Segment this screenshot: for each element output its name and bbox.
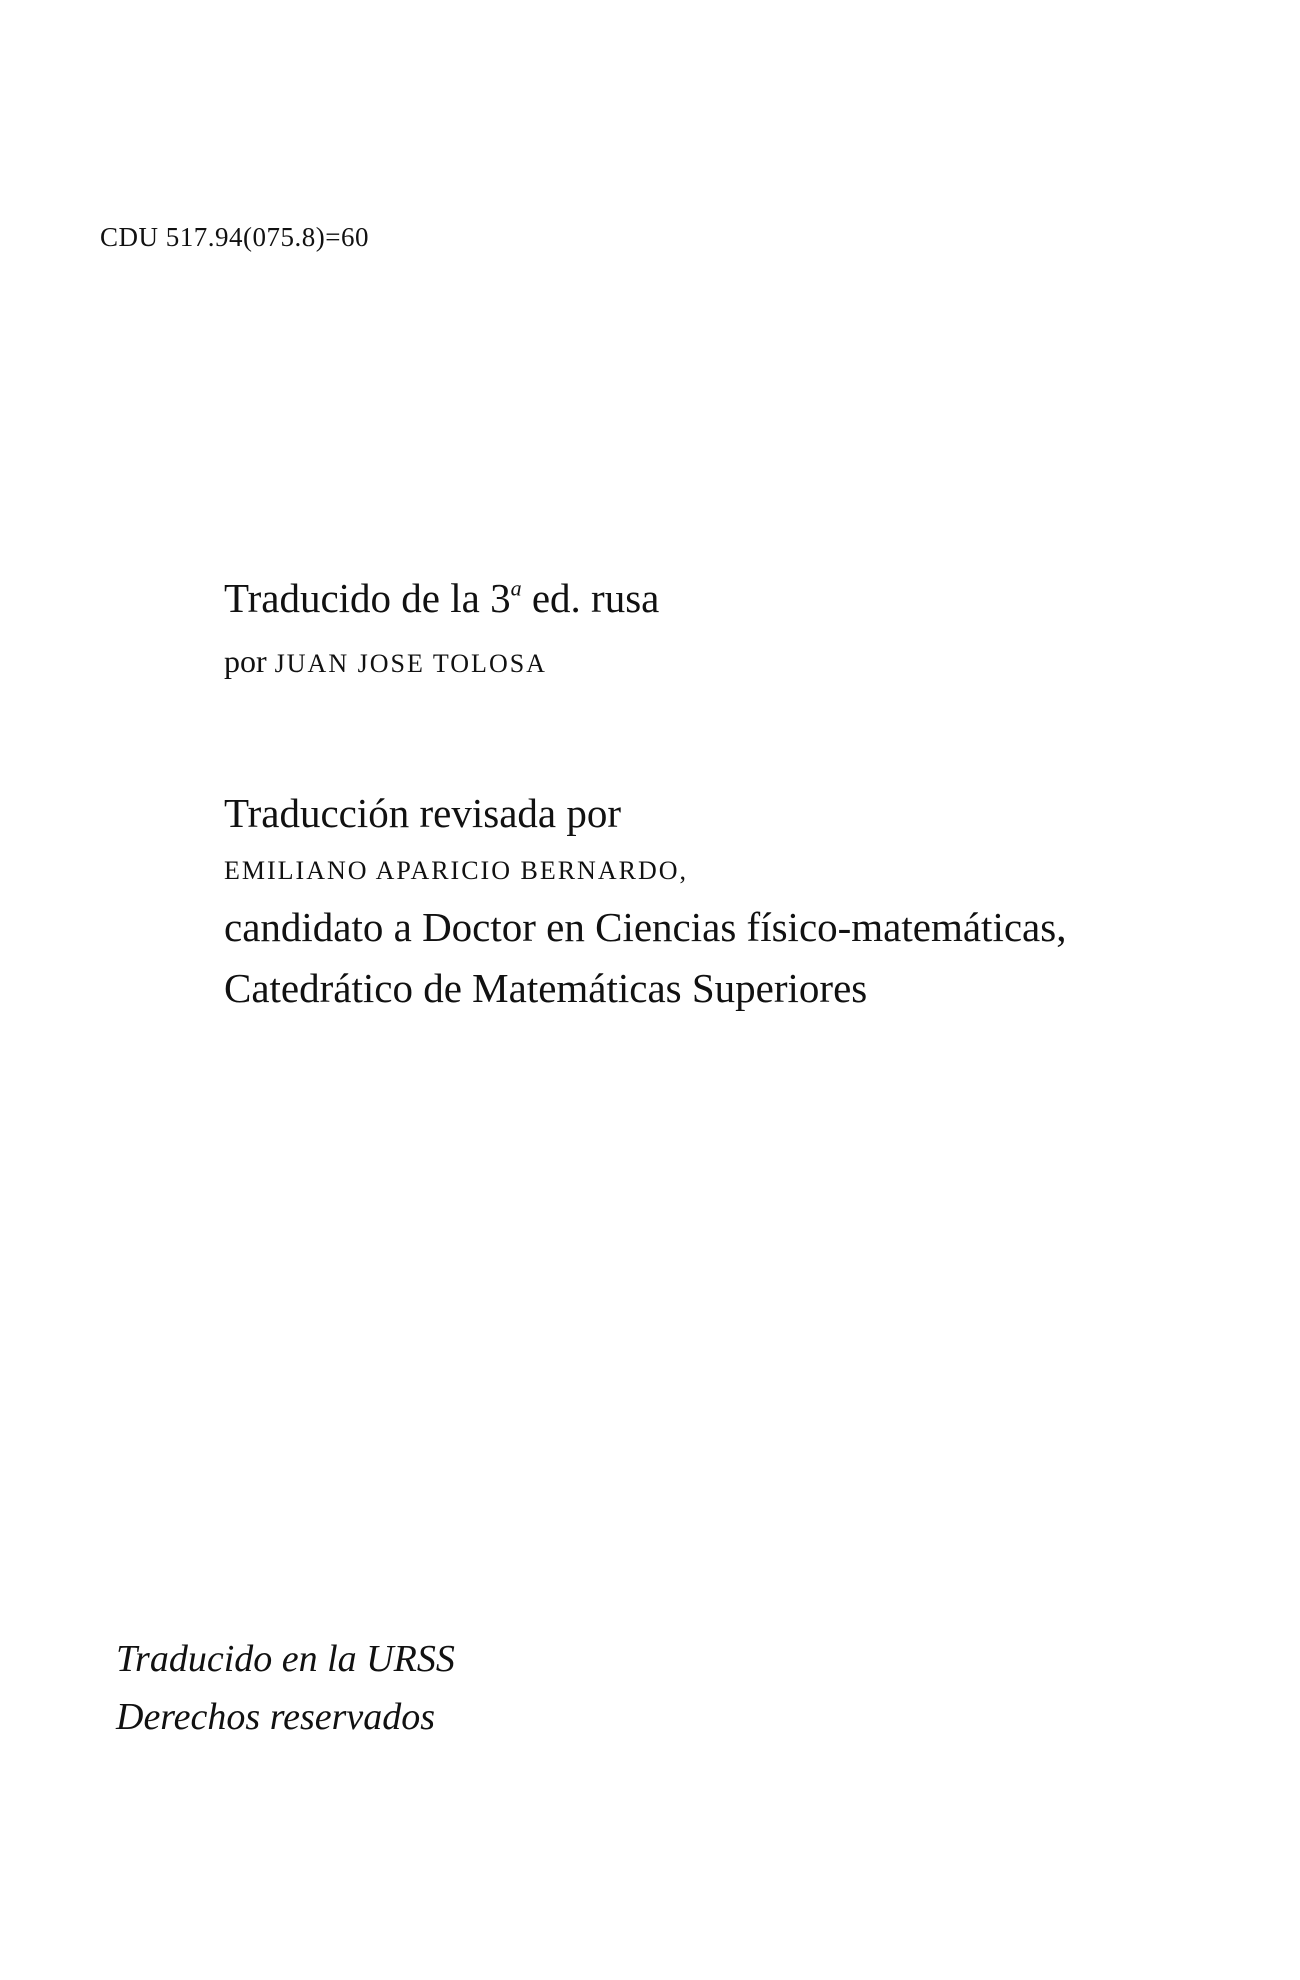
reviser-name: EMILIANO APARICIO BERNARDO,: [224, 856, 689, 885]
edition-ordinal-superscript: a: [510, 575, 522, 601]
footer-rights-reserved: Derechos reservados: [116, 1696, 436, 1738]
revision-heading: Traducción revisada por: [224, 790, 621, 836]
translation-source-line: [224, 575, 660, 621]
translation-source-text-end: ed. rusa: [521, 575, 660, 621]
reviser-title-1: candidato a Doctor en Ciencias físico-matemáticas,: [224, 904, 1067, 950]
translation-source-text: Traducido de la 3: [224, 575, 511, 621]
translator-line: [224, 645, 547, 677]
translator-name: JUAN JOSE TOLOSA: [274, 649, 547, 678]
footer-translated-in: Traducido en la URSS: [116, 1638, 455, 1680]
reviser-title-2: Catedrático de Matemáticas Superiores: [224, 965, 868, 1011]
translator-por: por: [224, 643, 275, 679]
cdu-classification: CDU 517.94(075.8)=60: [100, 222, 369, 252]
